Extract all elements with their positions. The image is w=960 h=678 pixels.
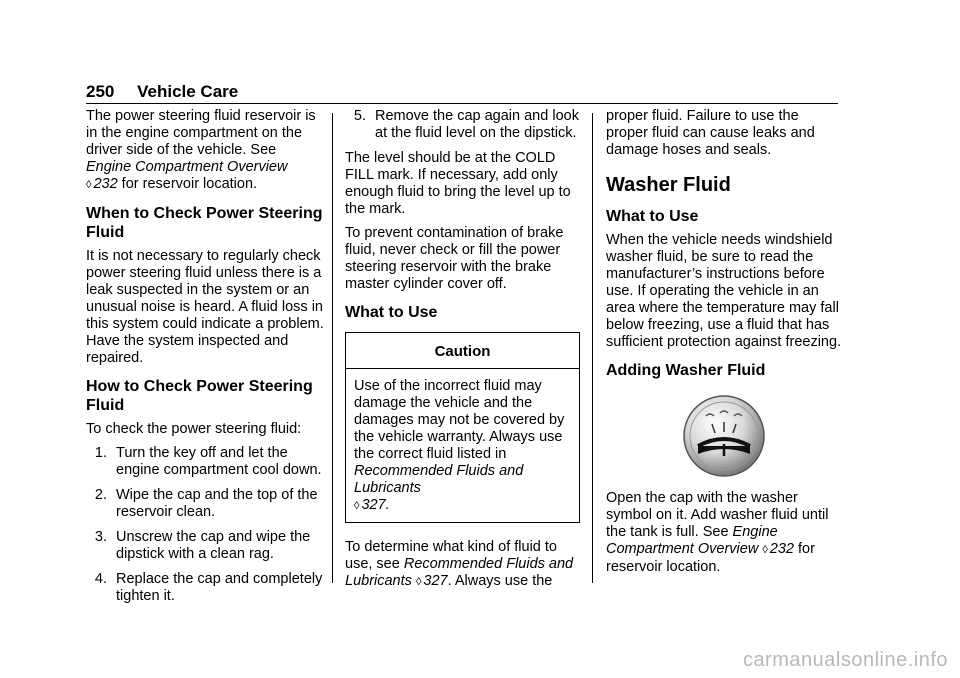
column-2	[345, 108, 581, 598]
column-divider-2	[592, 113, 593, 583]
heading-when-to-check: When to Check Power Steering Fluid	[86, 205, 323, 241]
xref-page-number[interactable]: 327	[423, 573, 448, 589]
xref-page-number[interactable]: 232	[769, 541, 794, 557]
intro-text: The power steering fluid reservoir is in the engine compartment on the driver side of the vehicle. See	[86, 108, 316, 158]
determine-tail-text: Always use the	[454, 573, 553, 589]
level-paragraph: The level should be at the COLD FILL mark. If necessary, add only enough fluid to bring the level up to the mark.	[345, 150, 571, 217]
step-number: 1.	[94, 445, 107, 461]
xref-arrow-icon: ◊	[762, 544, 768, 556]
step-text: Turn the key off and let the engine compartment cool down.	[116, 445, 322, 478]
xref-engine-compartment[interactable]	[86, 159, 324, 176]
list-item	[86, 487, 324, 521]
washer-what-paragraph: When the vehicle needs windshield washer fluid, be sure to read the manufacturer’s instructions before use. If operating the vehicle in an area where the temperature may fall below freezing, use a fluid that has sufficient protection against freezing.	[606, 232, 842, 350]
heading-washer-fluid: Washer Fluid	[606, 174, 731, 196]
steps-list-continued	[345, 108, 581, 142]
open-cap-tail-text: for reservoir location.	[606, 541, 815, 575]
list-item	[86, 529, 324, 563]
intro-tail-text: for reservoir location.	[121, 176, 258, 192]
heading-adding-washer-fluid: Adding Washer Fluid	[606, 362, 766, 379]
step-text: Unscrew the cap and wipe the dipstick with a clean rag.	[116, 529, 311, 562]
xref-arrow-icon: ◊	[354, 500, 360, 512]
prevent-paragraph: To prevent contamination of brake fluid, never check or fill the power steering reservoir with the brake master cylinder cover off.	[345, 225, 564, 292]
heading-what-to-use-washer: What to Use	[606, 208, 699, 225]
xref-arrow-icon: ◊	[415, 576, 422, 588]
heading-what-to-use: What to Use	[345, 304, 438, 321]
page-header	[86, 82, 238, 102]
xref-engine-compartment-2[interactable]: Engine Compartment Overview	[606, 524, 778, 557]
step-text: Replace the cap and completely tighten it.	[116, 571, 323, 604]
column-1	[86, 108, 324, 613]
determine-paragraph: To determine what kind of fluid to use, see Recommended Fluids and Lubricants ◊ 327. Always use the	[345, 539, 574, 589]
how-intro-paragraph: To check the power steering fluid:	[86, 421, 302, 437]
open-cap-paragraph	[606, 490, 842, 576]
step-number: 2.	[94, 487, 107, 503]
xref-link-text[interactable]: Engine Compartment Overview	[86, 159, 288, 175]
xref-arrow-icon: ◊	[86, 179, 92, 191]
determine-text: To determine what kind of fluid to use, see	[345, 539, 557, 572]
column-divider-1	[332, 113, 333, 583]
step-number: 3.	[94, 529, 107, 545]
list-item	[86, 445, 324, 479]
step-text: Wipe the cap and the top of the reservoir clean.	[116, 487, 318, 520]
list-item	[345, 108, 581, 142]
xref-recommended-fluids[interactable]: Recommended Fluids and Lubricants	[354, 463, 524, 496]
list-item	[86, 571, 324, 605]
when-paragraph: It is not necessary to regularly check power steering fluid unless there is a leak suspected in the system or an unusual noise is heard. A fluid loss in this system could indicate a problem. Have the system inspected and repaired.	[86, 248, 324, 366]
open-cap-text: Open the cap with the washer symbol on it. Add washer fluid until the tank is full. See	[606, 490, 829, 540]
xref-page-number[interactable]: 232	[93, 176, 118, 192]
intro-paragraph	[86, 108, 324, 194]
watermark: carmanualsonline.info	[742, 649, 948, 671]
step-number: 4.	[94, 571, 107, 587]
continued-paragraph: proper fluid. Failure to use the proper fluid can cause leaks and damage hoses and seals.	[606, 108, 815, 158]
header-rule	[86, 103, 838, 104]
caution-text: Use of the incorrect fluid may damage the vehicle and the damages may not be covered by the vehicle warranty. Always use the correct fluid listed in	[354, 378, 565, 462]
caution-title: Caution	[346, 333, 579, 369]
caution-body: Use of the incorrect fluid may damage the vehicle and the damages may not be covered by the vehicle warranty. Always use the correct fluid listed in Recommended Fluids and Lubricants ◊ 327.	[346, 369, 579, 522]
washer-fluid-icon	[682, 394, 766, 478]
column-3	[606, 108, 842, 583]
caution-box	[345, 332, 580, 523]
step-text: Remove the cap again and look at the fluid level on the dipstick.	[375, 108, 579, 141]
washer-symbol-wrap	[606, 394, 842, 478]
step-number: 5.	[353, 108, 366, 124]
section-title: Vehicle Care	[137, 82, 239, 101]
xref-page-number[interactable]: 327	[361, 497, 386, 513]
heading-how-to-check: How to Check Power Steering Fluid	[86, 378, 313, 414]
page-number: 250	[86, 82, 115, 101]
steps-list	[86, 445, 324, 605]
xref-recommended-fluids-2[interactable]: Recommended Fluids and Lubricants	[345, 556, 574, 589]
